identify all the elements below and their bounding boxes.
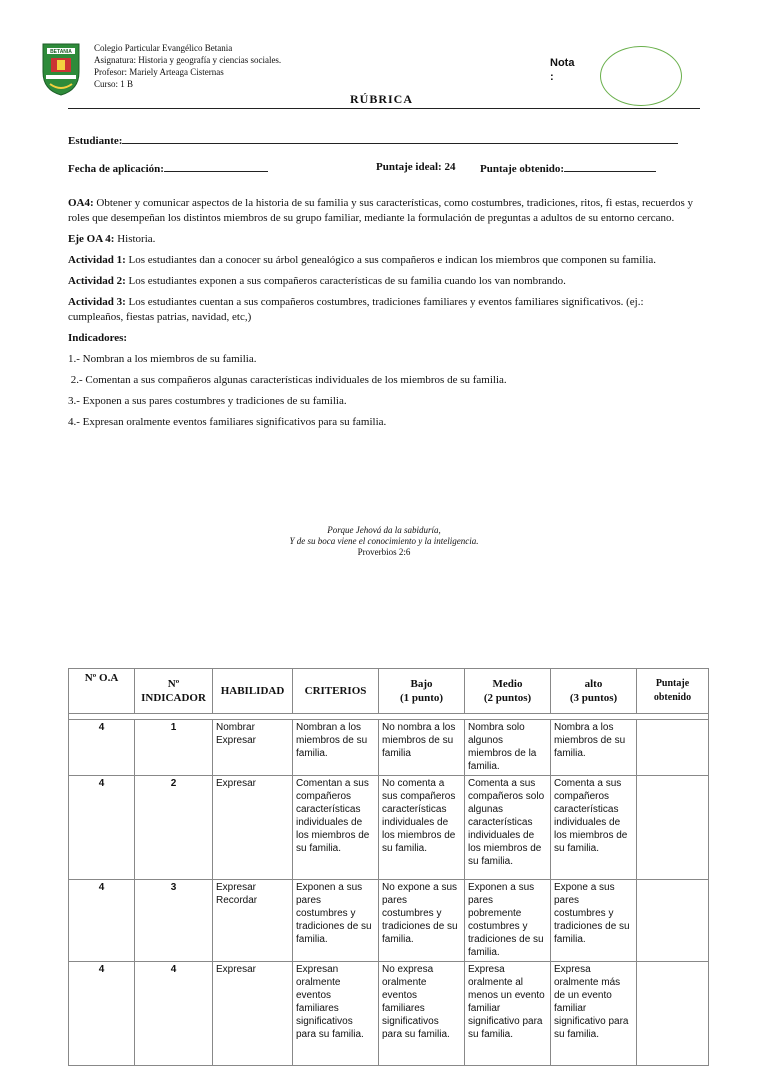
col-criteria — [293, 669, 379, 714]
verse-line-1: Porque Jehová da la sabiduría, — [327, 525, 441, 535]
subject-line: Asignatura: Historia y geografía y ciencias sociales. — [94, 55, 282, 65]
table-row — [69, 720, 709, 776]
cell-low: No expresa oralmente eventos familiares significativos para su familia. — [379, 962, 465, 1066]
indicators-label: Indicadores: — [68, 332, 128, 344]
eje-text: Historia. — [117, 233, 156, 245]
col-low-line1: Bajo — [410, 678, 433, 690]
activity-2-label: Actividad 2: — [68, 275, 126, 287]
activity-1-label: Actividad 1: — [68, 254, 126, 266]
cell-medium: Nombra solo algunos miembros de la familia. — [465, 720, 551, 776]
objectives-section — [68, 196, 700, 436]
obtained-label: Puntaje obtenido: — [480, 163, 565, 175]
col-high — [551, 669, 637, 714]
svg-text:BETANIA: BETANIA — [50, 49, 72, 55]
cell-indicator: 1 — [135, 720, 213, 776]
activity-3 — [68, 295, 700, 325]
activity-1-text: Los estudiantes dan a conocer su árbol genealógico a sus compañeros e indican los miembros que componen su familia. — [128, 254, 657, 266]
cell-high: Expresa oralmente más de un evento familiar significativo para su familia. — [551, 962, 637, 1066]
col-criteria-label: CRITERIOS — [304, 685, 367, 697]
col-high-line2: (3 puntos) — [569, 692, 618, 704]
activity-3-label: Actividad 3: — [68, 296, 126, 308]
cell-medium: Exponen a sus pares pobremente costumbres y tradiciones de su familia. — [465, 880, 551, 962]
cell-low: No expone a sus pares costumbres y tradiciones de su familia. — [379, 880, 465, 962]
indicator-item: 2.- Comentan a sus compañeros algunas características individuales de los miembros de su familia. — [68, 374, 507, 386]
verse-line-2: Y de su boca viene el conocimiento y la inteligencia. — [289, 536, 479, 546]
oa-text: Obtener y comunicar aspectos de la historia de su familia y sus características, como costumbres, tradiciones, ritos, fi estas, recuerdos y roles que desempeñan los distintos miembros de su grupo familiar, mediante la formulación de preguntas a adultos de su entorno cercano. — [68, 197, 693, 224]
cell-score[interactable] — [637, 720, 709, 776]
cell-low: No nombra a los miembros de su familia — [379, 720, 465, 776]
rubric-table — [68, 668, 709, 1066]
cell-oa: 4 — [69, 720, 135, 776]
cell-score[interactable] — [637, 962, 709, 1066]
table-row — [69, 962, 709, 1066]
cell-score[interactable] — [637, 776, 709, 880]
bible-verse — [234, 525, 534, 558]
col-medium-line1: Medio — [492, 678, 523, 690]
verse-reference: Proverbios 2:6 — [357, 547, 411, 557]
header-divider — [68, 108, 700, 109]
cell-skill: Expresar — [213, 776, 293, 880]
school-name: Colegio Particular Evangélico Betania — [94, 43, 233, 53]
table-row — [69, 776, 709, 880]
col-medium — [465, 669, 551, 714]
col-score-line1: Puntaje — [655, 678, 690, 689]
col-indicator-line1: Nº — [167, 678, 180, 690]
col-indicator-line2: INDICADOR — [141, 692, 206, 704]
student-field — [68, 133, 678, 147]
col-low-line2: (1 punto) — [399, 692, 444, 704]
activity-2 — [68, 274, 700, 289]
oa-label: OA4: — [68, 197, 94, 209]
date-field — [68, 161, 268, 175]
cell-skill: Expresar — [213, 962, 293, 1066]
cell-skill: Nombrar Expresar — [213, 720, 293, 776]
col-skill-label: HABILIDAD — [220, 685, 285, 697]
cell-criteria: Nombran a los miembros de su familia. — [293, 720, 379, 776]
col-high-line1: alto — [584, 678, 603, 690]
col-skill — [213, 669, 293, 714]
cell-high: Expone a sus pares costumbres y tradiciones de su familia. — [551, 880, 637, 962]
document-title: RÚBRICA — [350, 92, 414, 106]
cell-oa: 4 — [69, 880, 135, 962]
ideal-label: Puntaje ideal: 24 — [376, 161, 456, 173]
cell-medium: Expresa oralmente al menos un evento familiar significativo para su familia. — [465, 962, 551, 1066]
cell-high: Nombra a los miembros de su familia. — [551, 720, 637, 776]
cell-skill: Expresar Recordar — [213, 880, 293, 962]
ideal-score — [376, 161, 455, 173]
table-header-row — [69, 669, 709, 714]
cell-criteria: Expresan oralmente eventos familiares significativos para su familia. — [293, 962, 379, 1066]
col-low — [379, 669, 465, 714]
student-line[interactable] — [122, 133, 678, 144]
indicator-item: 1.- Nombran a los miembros de su familia. — [68, 353, 257, 365]
teacher-line: Profesor: Mariely Arteaga Cisternas — [94, 67, 224, 77]
cell-medium: Comenta a sus compañeros solo algunas características individuales de los miembros de su familia. — [465, 776, 551, 880]
activity-2-text: Los estudiantes exponen a sus compañeros características de su familia cuando los van nombrando. — [128, 275, 566, 287]
cell-high: Comenta a sus compañeros características individuales de los miembros de su familia. — [551, 776, 637, 880]
grade-circle — [600, 46, 682, 106]
cell-oa: 4 — [69, 962, 135, 1066]
cell-score[interactable] — [637, 880, 709, 962]
activity-3-text: Los estudiantes cuentan a sus compañeros costumbres, tradiciones familiares y eventos familiares significativos. (ej.: cumpleaños, fiestas patrias, navidad, etc,) — [68, 296, 644, 323]
cell-indicator: 3 — [135, 880, 213, 962]
cell-criteria: Comentan a sus compañeros características individuales de los miembros de su familia. — [293, 776, 379, 880]
cell-low: No comenta a sus compañeros características individuales de los miembros de su familia. — [379, 776, 465, 880]
school-info — [94, 42, 281, 90]
col-score — [637, 669, 709, 714]
col-indicator — [135, 669, 213, 714]
indicator-item: 4.- Expresan oralmente eventos familiares significativos para su familia. — [68, 416, 387, 428]
eje-label: Eje OA 4: — [68, 233, 115, 245]
nota-colon: : — [550, 71, 554, 83]
course-line: Curso: 1 B — [94, 79, 134, 89]
student-label: Estudiante: — [68, 135, 123, 147]
oa-paragraph — [68, 196, 700, 226]
col-oa — [69, 669, 135, 714]
cell-criteria: Exponen a sus pares costumbres y tradiciones de su familia. — [293, 880, 379, 962]
obtained-field — [480, 161, 656, 175]
school-logo — [40, 42, 82, 96]
cell-indicator: 4 — [135, 962, 213, 1066]
cell-oa: 4 — [69, 776, 135, 880]
col-score-line2: obtenido — [653, 692, 692, 703]
date-line[interactable] — [164, 161, 268, 172]
indicator-item: 3.- Exponen a sus pares costumbres y tradiciones de su familia. — [68, 395, 347, 407]
table-row — [69, 880, 709, 962]
col-oa-label: Nº O.A — [84, 672, 119, 684]
obtained-line[interactable] — [564, 161, 656, 172]
grade-label — [550, 56, 574, 84]
indicators-heading — [68, 331, 700, 346]
col-medium-line2: (2 puntos) — [483, 692, 532, 704]
date-label: Fecha de aplicación: — [68, 163, 164, 175]
eje-paragraph — [68, 232, 700, 247]
cell-indicator: 2 — [135, 776, 213, 880]
activity-1 — [68, 253, 700, 268]
nota-text: Nota — [550, 57, 575, 69]
